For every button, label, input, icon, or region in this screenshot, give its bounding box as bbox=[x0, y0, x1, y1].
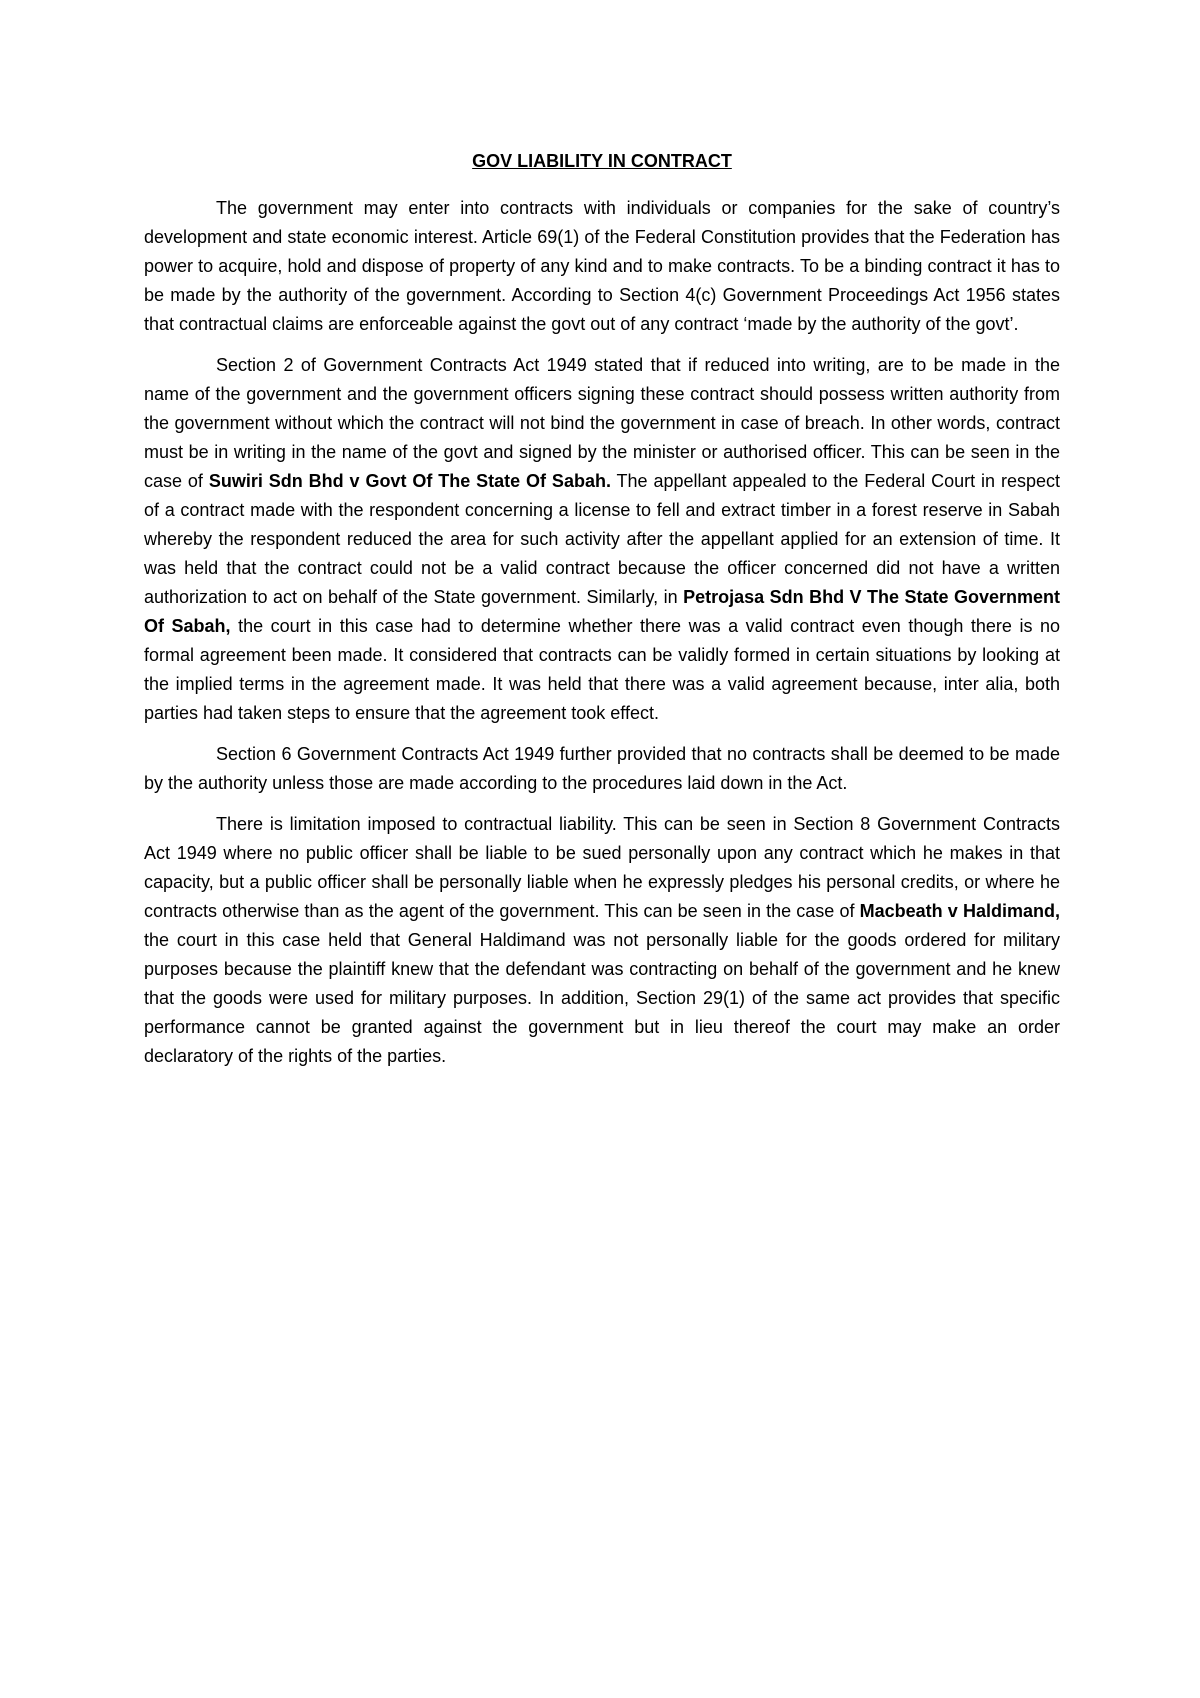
paragraph-4 bbox=[144, 810, 1060, 1071]
case-name-suwiri: Suwiri Sdn Bhd v Govt Of The State Of Sabah. bbox=[208, 471, 611, 491]
paragraph-2-text-2: The appellant appealed to the Federal Court in respect of a contract made with the respondent concerning a license to fell and extract timber in a forest reserve in Sabah whereby the respondent reduced the area for such activity after the appellant applied for an extension of time. It was held that the contract could not be a valid contract because the officer concerned did not have a written authorization to act on behalf of the State government. Similarly, in bbox=[144, 471, 1060, 607]
paragraph-1 bbox=[144, 194, 1060, 339]
paragraph-2-text-1: Section 2 of Government Contracts Act 1949 stated that if reduced into writing, are to be made in the name of the government and the government officers signing these contract should possess written authority from the government without which the contract will not bind the government in case of breach. In other words, contract must be in writing in the name of the govt and signed by the minister or authorised officer. This can be seen in the case of bbox=[144, 355, 1060, 491]
document-body bbox=[144, 150, 1060, 1083]
paragraph-3-text: Section 6 Government Contracts Act 1949 further provided that no contracts shall be deemed to be made by the authority unless those are made according to the procedures laid down in the Act. bbox=[144, 744, 1060, 793]
paragraph-2 bbox=[144, 351, 1060, 728]
paragraph-1-text: The government may enter into contracts with individuals or companies for the sake of country’s development and state economic interest. Article 69(1) of the Federal Constitution provides that the Federation has power to acquire, hold and dispose of property of any kind and to make contracts. To be a binding contract it has to be made by the authority of the government. According to Section 4(c) Government Proceedings Act 1956 states that contractual claims are enforceable against the govt out of any contract ‘made by the authority of the govt’. bbox=[144, 198, 1060, 334]
paragraph-4-text-2: the court in this case held that General Haldimand was not personally liable for the goods ordered for military purposes because the plaintiff knew that the defendant was contracting on behalf of the government and he knew that the goods were used for military purposes. In addition, Section 29(1) of the same act provides that specific performance cannot be granted against the government but in lieu thereof the court may make an order declaratory of the rights of the parties. bbox=[144, 930, 1060, 1066]
case-name-macbeath: Macbeath v Haldimand, bbox=[859, 901, 1060, 921]
case-name-petrojasa: Petrojasa Sdn Bhd V The State Government Of Sabah, bbox=[144, 587, 1060, 636]
paragraph-2-text-3: the court in this case had to determine whether there was a valid contract even though there is no formal agreement been made. It considered that contracts can be validly formed in certain situations by looking at the implied terms in the agreement made. It was held that there was a valid agreement because, inter alia, both parties had taken steps to ensure that the agreement took effect. bbox=[144, 616, 1061, 723]
document-title: GOV LIABILITY IN CONTRACT bbox=[472, 151, 732, 171]
paragraph-3 bbox=[144, 740, 1060, 798]
paragraph-4-text-1: There is limitation imposed to contractual liability. This can be seen in Section 8 Government Contracts Act 1949 where no public officer shall be liable to be sued personally upon any contract which he makes in that capacity, but a public officer shall be personally liable when he expressly pledges his personal credits, or where he contracts otherwise than as the agent of the government. This can be seen in the case of bbox=[144, 814, 1060, 921]
